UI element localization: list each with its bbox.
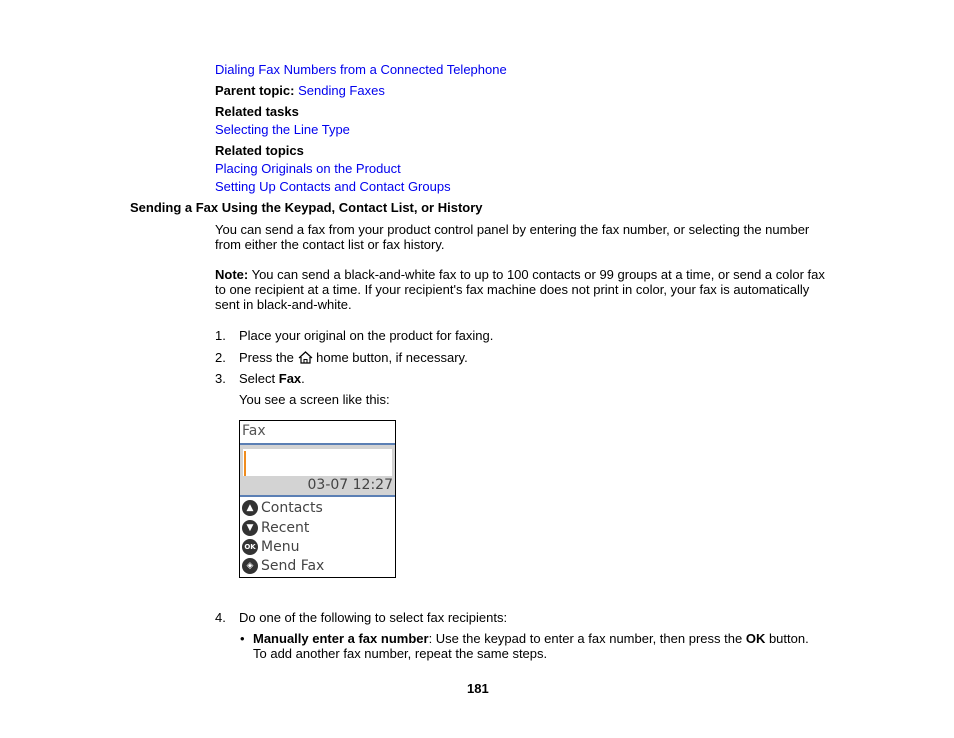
related-topics-label: Related topics (215, 143, 304, 158)
home-icon (298, 351, 313, 364)
parent-topic-label: Parent topic: (215, 83, 295, 98)
step-2-line (239, 350, 468, 365)
page-number: 181 (467, 681, 489, 696)
bullet-1-bold: Manually enter a fax number (253, 631, 429, 646)
note-paragraph (215, 267, 825, 312)
step-2-pre: Press the (239, 350, 294, 365)
lcd-row-recent: ▼ Recent (242, 519, 309, 537)
step-4-number: 4. (215, 610, 226, 625)
lcd-title: Fax (242, 423, 266, 439)
step-2-post: home button, if necessary. (316, 350, 468, 365)
ok-button-icon: OK (242, 539, 258, 555)
section-heading: Sending a Fax Using the Keypad, Contact List, or History (130, 200, 483, 215)
down-arrow-icon: ▼ (242, 520, 258, 536)
start-diamond-icon: ◈ (242, 558, 258, 574)
lcd-row-contacts: ▲ Contacts (242, 499, 323, 517)
related-tasks-label: Related tasks (215, 104, 299, 119)
lcd-divider-bottom (240, 495, 395, 497)
up-arrow-icon: ▲ (242, 500, 258, 516)
bullet-1-line-2: To add another fax number, repeat the same steps. (253, 646, 548, 661)
link-placing-originals[interactable]: Placing Originals on the Product (215, 161, 401, 176)
intro-paragraph: You can send a fax from your product control panel by entering the fax number, or selecting the number from either the contact list or fax history. (215, 222, 810, 252)
lcd-row-send-fax: ◈ Send Fax (242, 557, 324, 575)
step-2-number: 2. (215, 350, 226, 365)
step-3-bold: Fax (278, 371, 302, 386)
ok-bold: OK (745, 631, 766, 646)
bullet-1-line-1: Manually enter a fax number: Use the keypad to enter a fax number, then press the OK button. (253, 631, 809, 646)
link-dialing-fax-numbers[interactable]: Dialing Fax Numbers from a Connected Telephone (215, 62, 507, 77)
link-setting-up-contacts[interactable]: Setting Up Contacts and Contact Groups (215, 179, 451, 194)
note-text: You can send a black-and-white fax to up to 100 contacts or 99 groups at a time, or send a color fax to one recipient at a time. If your recipient's fax machine does not print in color, your fax is automatically sent in black-and-white. (215, 267, 825, 312)
parent-topic-line (215, 83, 385, 98)
link-selecting-line-type[interactable]: Selecting the Line Type (215, 122, 350, 137)
step-1-text: Place your original on the product for faxing. (239, 328, 494, 343)
step-4-text: Do one of the following to select fax recipients: (239, 610, 508, 625)
step-3-line: Select Fax. (239, 371, 305, 386)
note-label: Note: (215, 267, 249, 282)
bullet-marker: • (240, 631, 245, 646)
step-3-number: 3. (215, 371, 226, 386)
lcd-datetime: 03-07 12:27 (307, 477, 393, 493)
lcd-row-menu: OK Menu (242, 538, 299, 556)
fax-screen-illustration (239, 420, 396, 578)
lcd-text-cursor (244, 451, 246, 476)
step-3-subtext: You see a screen like this: (239, 392, 390, 407)
link-sending-faxes[interactable]: Sending Faxes (298, 83, 385, 98)
lcd-fax-number-field (243, 449, 392, 476)
step-1-number: 1. (215, 328, 226, 343)
lcd-input-band (240, 445, 395, 495)
